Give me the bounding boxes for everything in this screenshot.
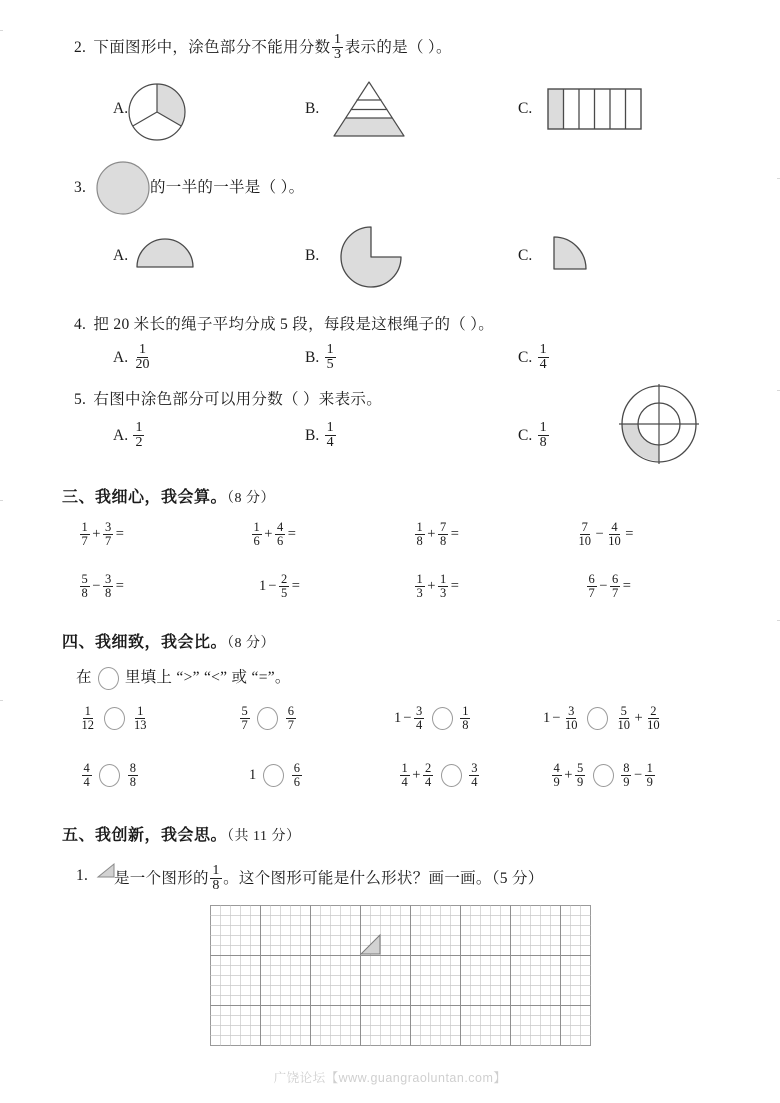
quarter-circle-figure <box>550 234 590 274</box>
fraction: $\frac{7}{10}$ <box>578 519 591 548</box>
fraction: $\frac{1}{7}$ <box>81 519 88 548</box>
operator: + <box>427 526 436 543</box>
operator: − <box>552 710 561 727</box>
answer-circle-blank[interactable] <box>99 764 120 787</box>
question-2-number: 2. <box>74 38 87 56</box>
section-3-title <box>62 484 275 507</box>
question-4-number: 4. <box>74 316 87 333</box>
shaded-circle-figure <box>95 160 151 216</box>
fraction: $\frac{6}{7}$ <box>611 571 619 600</box>
answer-circle-blank[interactable] <box>104 707 125 730</box>
question-4-option-a-fraction: $\frac{1}{20}$ <box>135 341 150 373</box>
operator: − <box>599 578 608 595</box>
question-4-option-a[interactable] <box>113 343 153 373</box>
operator: + <box>264 526 273 543</box>
whole-number: 1 <box>249 767 257 784</box>
section-4-instruction <box>76 666 291 690</box>
operator: + <box>92 526 101 543</box>
edge-mark-left-3 <box>0 700 3 701</box>
calc-item-6 <box>258 573 301 600</box>
compare-item-8 <box>550 762 656 789</box>
question-5-option-b[interactable] <box>305 421 337 451</box>
fraction: $\frac{6}{6}$ <box>293 760 300 789</box>
question-4-option-a-label: A. <box>113 348 129 366</box>
fraction: $\frac{1}{6}$ <box>253 519 260 548</box>
compare-item-3 <box>393 705 472 732</box>
fraction: $\frac{4}{4}$ <box>83 760 90 789</box>
fraction: $\frac{3}{7}$ <box>104 519 112 548</box>
answer-circle-blank[interactable] <box>593 764 614 787</box>
fraction: $\frac{1}{12}$ <box>81 703 94 732</box>
operator: − <box>268 578 277 595</box>
fraction: $\frac{1}{13}$ <box>134 703 147 732</box>
question-4-text: 把 20 米长的绳子平均分成 5 段，每段是这根绳子的（ ）。 <box>93 316 495 333</box>
question-5-option-a[interactable] <box>113 421 146 451</box>
fraction: $\frac{8}{8}$ <box>129 760 136 789</box>
edge-mark-left-2 <box>0 500 3 501</box>
fraction: $\frac{2}{5}$ <box>280 571 288 600</box>
fraction: $\frac{5}{7}$ <box>241 703 248 732</box>
section-5-title-text: 五、我创新，我会思。 <box>62 827 228 844</box>
section-5-points: （共 11 分） <box>227 829 301 844</box>
question-2-fraction: $\frac{1}{3}$ <box>333 31 342 63</box>
operator: + <box>412 767 421 784</box>
question-4-option-c-fraction: $\frac{1}{4}$ <box>539 341 547 373</box>
section-4-instruction-prefix: 在 <box>76 669 92 686</box>
section-5-q1-text-after: 。这个图形可能是什么形状？画一画。（5 分） <box>223 869 544 887</box>
question-3-option-a-label[interactable]: A. <box>113 247 129 264</box>
fraction: $\frac{3}{4}$ <box>415 703 423 732</box>
fraction: $\frac{3}{4}$ <box>471 760 478 789</box>
fraction: $\frac{1}{8}$ <box>416 519 423 548</box>
equals-sign: = <box>291 578 300 595</box>
operator: − <box>595 526 604 543</box>
section-5-question-1-number: 1. <box>76 867 89 884</box>
fraction: $\frac{1}{8}$ <box>462 703 469 732</box>
compare-item-6 <box>248 762 304 789</box>
operator: + <box>427 578 436 595</box>
fraction: $\frac{3}{8}$ <box>104 571 112 600</box>
calc-item-3 <box>413 521 460 548</box>
section-5-title <box>62 822 301 845</box>
section-4-title-text: 四、我细致，我会比。 <box>62 634 228 651</box>
equals-sign: = <box>287 526 296 543</box>
question-2-text-before: 下面图形中，涂色部分不能用分数 <box>93 38 331 56</box>
equals-sign: = <box>450 578 459 595</box>
fraction: $\frac{1}{4}$ <box>401 760 408 789</box>
calc-item-8 <box>585 573 632 600</box>
fraction: $\frac{3}{10}$ <box>564 703 578 732</box>
fraction: $\frac{1}{3}$ <box>416 571 423 600</box>
question-4-option-c[interactable] <box>518 343 550 373</box>
equals-sign: = <box>622 578 631 595</box>
whole-number: 1 <box>394 710 402 727</box>
question-3-option-b-label[interactable]: B. <box>305 247 320 264</box>
operator: − <box>403 710 412 727</box>
operator: + <box>634 710 643 727</box>
answer-circle-blank[interactable] <box>587 707 608 730</box>
equals-sign: = <box>450 526 459 543</box>
calc-item-5 <box>78 573 125 600</box>
calc-item-4 <box>575 521 634 548</box>
question-3-text-after: 的一半的一半是（ ）。 <box>150 179 305 196</box>
operator: − <box>92 578 101 595</box>
calc-item-1 <box>78 521 125 548</box>
compare-item-5 <box>80 762 140 789</box>
calc-item-2 <box>250 521 297 548</box>
question-5-option-c-label: C. <box>518 426 533 444</box>
fraction: $\frac{4}{9}$ <box>553 760 560 789</box>
question-2-stem <box>74 33 452 63</box>
answer-circle-blank[interactable] <box>263 764 284 787</box>
section-4-instruction-text: 里填上 “>” “<” 或 “=”。 <box>124 669 291 686</box>
fraction: $\frac{4}{10}$ <box>608 519 621 548</box>
question-2-option-a-label[interactable]: A. <box>113 100 129 117</box>
fraction: $\frac{7}{8}$ <box>439 519 447 548</box>
question-5-option-b-label: B. <box>305 426 320 444</box>
section-5-q1-text-before: 是一个图形的 <box>114 869 209 887</box>
fraction: $\frac{8}{9}$ <box>623 760 630 789</box>
question-5-text: 右图中涂色部分可以用分数（ ）来表示。 <box>93 391 382 408</box>
fraction: $\frac{5}{8}$ <box>81 571 88 600</box>
triangle-three-bands-bottom-shaded-figure <box>330 78 408 140</box>
whole-number: 1 <box>543 710 551 727</box>
question-5-stem <box>74 388 382 411</box>
question-5-option-a-fraction: $\frac{1}{2}$ <box>135 419 143 451</box>
half-circle-figure <box>133 234 197 272</box>
operator: − <box>633 767 643 784</box>
question-4-option-b-label: B. <box>305 348 320 366</box>
answer-circle-blank[interactable] <box>257 707 278 730</box>
equals-sign: = <box>115 578 124 595</box>
whole-number: 1 <box>259 578 267 595</box>
fraction: $\frac{2}{4}$ <box>424 760 432 789</box>
fraction: $\frac{6}{7}$ <box>287 703 294 732</box>
three-quarter-circle-figure <box>340 224 402 290</box>
compare-item-2 <box>238 705 298 732</box>
section-5-question-1-stem <box>114 864 544 894</box>
question-4-stem <box>74 313 494 336</box>
circle-thirds-one-shaded-figure <box>126 81 188 143</box>
concentric-circles-quadrant-shaded-figure <box>618 383 700 465</box>
calc-item-7 <box>413 573 460 600</box>
question-5-option-a-label: A. <box>113 426 129 444</box>
question-5-number: 5. <box>74 391 87 408</box>
small-right-triangle-figure <box>96 862 116 880</box>
answer-circle-blank[interactable] <box>98 667 119 690</box>
fraction: $\frac{1}{9}$ <box>646 760 653 789</box>
question-2-option-b-label[interactable]: B. <box>305 100 320 117</box>
fraction: $\frac{1}{3}$ <box>439 571 447 600</box>
compare-item-1 <box>78 705 150 732</box>
compare-item-7 <box>398 762 481 789</box>
equals-sign: = <box>625 526 634 543</box>
section-4-points: （8 分） <box>227 636 276 651</box>
question-4-option-b[interactable] <box>305 343 337 373</box>
equals-sign: = <box>115 526 124 543</box>
section-5-q1-fraction: $\frac{1}{8}$ <box>212 862 220 894</box>
fraction: $\frac{5}{9}$ <box>576 760 584 789</box>
fraction: $\frac{4}{6}$ <box>276 519 284 548</box>
answer-circle-blank[interactable] <box>441 764 462 787</box>
question-4-option-c-label: C. <box>518 348 533 366</box>
question-3-number: 3. <box>74 179 87 196</box>
section-3-title-text: 三、我细心，我会算。 <box>62 489 228 506</box>
section-4-title <box>62 629 275 652</box>
answer-circle-blank[interactable] <box>432 707 453 730</box>
question-5-option-c-fraction: $\frac{1}{8}$ <box>539 419 547 451</box>
rect-six-strips-first-shaded-figure <box>547 88 642 130</box>
fraction: $\frac{6}{7}$ <box>588 571 595 600</box>
drawing-grid[interactable] <box>210 905 591 1046</box>
edge-mark-left <box>0 30 3 31</box>
fraction: $\frac{2}{10}$ <box>647 703 660 732</box>
section-3-points: （8 分） <box>227 491 276 506</box>
footer-watermark: 广饶论坛【www.guangraoluntan.com】 <box>273 1071 507 1085</box>
question-5-option-c[interactable] <box>518 421 550 451</box>
operator: + <box>564 767 573 784</box>
question-2-option-c-label[interactable]: C. <box>518 100 533 117</box>
question-2-text-after: 表示的是（ ）。 <box>344 38 452 56</box>
question-3-option-c-label[interactable]: C. <box>518 247 533 264</box>
question-4-option-b-fraction: $\frac{1}{5}$ <box>326 341 334 373</box>
question-5-option-b-fraction: $\frac{1}{4}$ <box>326 419 334 451</box>
compare-item-4 <box>542 705 663 732</box>
fraction: $\frac{5}{10}$ <box>617 703 630 732</box>
